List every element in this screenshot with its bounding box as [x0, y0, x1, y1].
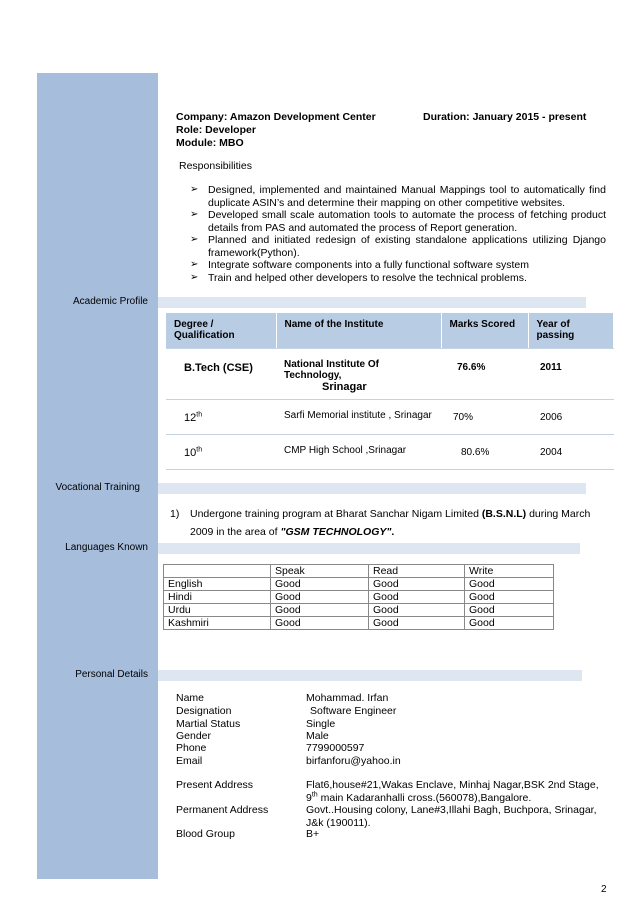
header-degree: Degree / Qualification [166, 313, 276, 348]
value-marital: Single [306, 718, 336, 730]
languages-table [163, 564, 554, 630]
table-row: 10th CMP High School ,Srinagar 80.6% 2004 [166, 434, 614, 469]
duration-line: Duration: January 2015 - present [423, 111, 587, 123]
table-row: Speak Read Write [164, 565, 554, 578]
arrow-bullet-icon: ➢ [190, 234, 199, 245]
label-email: Email [176, 755, 203, 767]
responsibilities-list [190, 184, 606, 284]
value-email: birfanforu@yahoo.in [306, 755, 401, 767]
section-bar [158, 297, 586, 308]
table-row: Hindi Good Good Good [164, 591, 554, 604]
value-name: Mohammad. Irfan [306, 692, 389, 704]
value-permanent-address: Govt..Housing colony, Lane#3,Illahi Bagh, Buchpora, Srinagar, J&k (190011). [306, 804, 597, 829]
list-item: ➢ Train and helped other developers to resolve the technical problems. [190, 271, 527, 284]
list-item: ➢ Planned and initiated redesign of existing standalone applications utilizing Django framework(Python). [190, 234, 606, 259]
label-marital: Martial Status [176, 718, 241, 730]
value-phone: 7799000597 [306, 742, 365, 754]
responsibilities-title: Responsibilities [179, 160, 252, 172]
label-phone: Phone [176, 742, 207, 754]
arrow-bullet-icon: ➢ [190, 259, 199, 270]
value-present-address: Flat6,house#21,Wakas Enclave, Minhaj Nagar,BSK 2nd Stage, 9th main Kadaranhalli cross.(560078),Bangalore. [306, 779, 599, 804]
label-name: Name [176, 692, 205, 704]
value-gender: Male [306, 730, 329, 742]
label-present-address: Present Address [176, 779, 254, 791]
label-permanent-address: Permanent Address [176, 804, 269, 816]
list-item: ➢ Designed, implemented and maintained Manual Mappings tool to automatically find duplicate ASIN’s and determine their mapping on other competitive websites. [190, 184, 606, 209]
table-row: B.Tech (CSE) National Institute Of Technology, Srinagar 76.6% 2011 [166, 348, 614, 399]
header-marks: Marks Scored [441, 313, 528, 348]
section-label-vocational: Vocational Training [55, 482, 140, 493]
table-row: Kashmiri Good Good Good [164, 617, 554, 630]
arrow-bullet-icon: ➢ [190, 209, 199, 220]
page-number: 2 [601, 884, 607, 895]
section-label-languages: Languages Known [65, 542, 148, 553]
vocational-number: 1) [170, 508, 180, 520]
module-line: Module: MBO [176, 137, 244, 149]
label-blood-group: Blood Group [176, 828, 235, 840]
vocational-line2: 2009 in the area of "GSM TECHNOLOGY". [190, 526, 395, 538]
header-year: Year of passing [528, 313, 614, 348]
role-line: Role: Developer [176, 124, 256, 136]
label-designation: Designation [176, 705, 232, 717]
left-sidebar [37, 73, 158, 879]
list-item: ➢ Developed small scale automation tools to automate the process of fetching product details from PAS and automated the process of Report generation. [190, 209, 606, 234]
table-row: Urdu Good Good Good [164, 604, 554, 617]
section-bar [158, 543, 580, 554]
section-bar [158, 483, 586, 494]
arrow-bullet-icon: ➢ [190, 184, 199, 195]
section-label-personal: Personal Details [75, 669, 148, 680]
value-designation: Software Engineer [310, 705, 397, 717]
header-institute: Name of the Institute [276, 313, 441, 348]
arrow-bullet-icon: ➢ [190, 271, 199, 283]
label-gender: Gender [176, 730, 212, 742]
section-bar [158, 670, 582, 681]
section-label-academic: Academic Profile [72, 296, 148, 307]
company-line: Company: Amazon Development Center [176, 111, 376, 123]
table-row: 12th Sarfi Memorial institute , Srinagar 70% 2006 [166, 399, 614, 434]
value-blood-group: B+ [306, 828, 320, 840]
list-item: ➢ Integrate software components into a fully functional software system [190, 259, 529, 271]
academic-table [166, 313, 614, 470]
table-row: English Good Good Good [164, 578, 554, 591]
vocational-line1: Undergone training program at Bharat Sanchar Nigam Limited (B.S.N.L) during March [190, 508, 591, 520]
